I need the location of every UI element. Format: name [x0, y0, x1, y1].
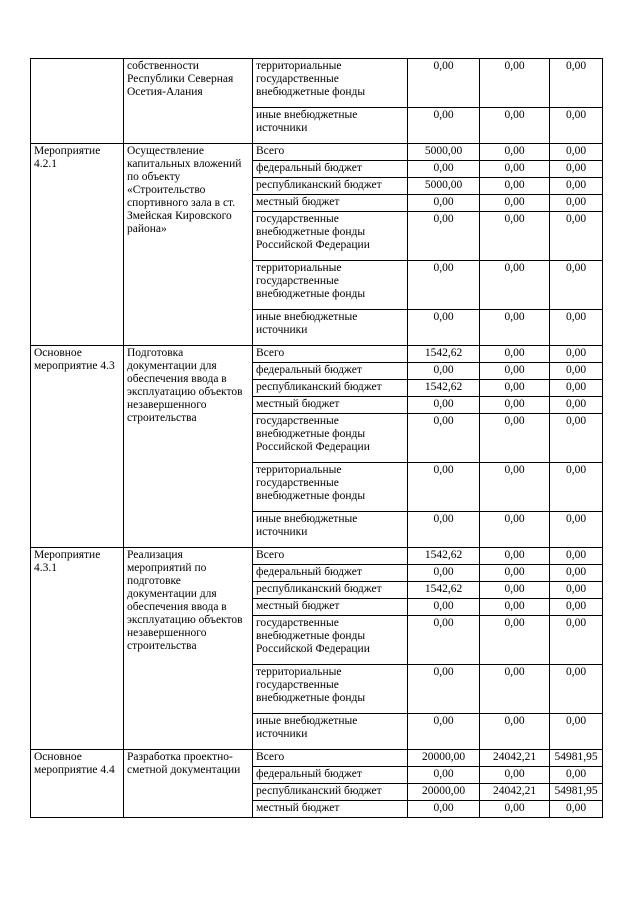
funding-source-cell: федеральный бюджет	[253, 161, 408, 178]
funding-source-cell: иные внебюджетные источники	[253, 714, 408, 750]
funding-source-cell: государственные внебюджетные фонды Российской Федерации	[253, 414, 408, 463]
funding-source-cell: республиканский бюджет	[253, 784, 408, 801]
value-cell-2: 0,00	[480, 212, 550, 261]
measure-code-cell	[31, 59, 124, 144]
value-cell-1: 0,00	[408, 363, 480, 380]
value-cell-1: 0,00	[408, 767, 480, 784]
value-cell-3: 0,00	[550, 665, 603, 714]
value-cell-2: 0,00	[480, 397, 550, 414]
value-cell-3: 0,00	[550, 261, 603, 310]
value-cell-3: 0,00	[550, 582, 603, 599]
value-cell-3: 0,00	[550, 565, 603, 582]
value-cell-1: 0,00	[408, 801, 480, 818]
measure-name-cell: Подготовка документации для обеспечения ввода в эксплуатацию объектов незавершенного строительства	[124, 346, 253, 548]
value-cell-2: 0,00	[480, 363, 550, 380]
funding-source-cell: Всего	[253, 346, 408, 363]
value-cell-2: 0,00	[480, 195, 550, 212]
funding-source-cell: иные внебюджетные источники	[253, 512, 408, 548]
funding-table-body	[31, 59, 603, 818]
value-cell-1: 0,00	[408, 310, 480, 346]
value-cell-1: 5000,00	[408, 144, 480, 161]
value-cell-2: 0,00	[480, 144, 550, 161]
value-cell-3: 0,00	[550, 59, 603, 108]
value-cell-2: 0,00	[480, 108, 550, 144]
value-cell-1: 0,00	[408, 108, 480, 144]
funding-source-cell: территориальные государственные внебюджетные фонды	[253, 261, 408, 310]
value-cell-2: 24042,21	[480, 784, 550, 801]
value-cell-1: 1542,62	[408, 548, 480, 565]
measure-code-cell: Основное мероприятие 4.4	[31, 750, 124, 818]
value-cell-1: 0,00	[408, 665, 480, 714]
value-cell-2: 24042,21	[480, 750, 550, 767]
value-cell-1: 1542,62	[408, 380, 480, 397]
value-cell-3: 0,00	[550, 512, 603, 548]
funding-source-cell: иные внебюджетные источники	[253, 310, 408, 346]
value-cell-3: 0,00	[550, 801, 603, 818]
value-cell-3: 0,00	[550, 380, 603, 397]
value-cell-2: 0,00	[480, 261, 550, 310]
value-cell-3: 0,00	[550, 212, 603, 261]
value-cell-2: 0,00	[480, 665, 550, 714]
funding-source-cell: федеральный бюджет	[253, 565, 408, 582]
value-cell-3: 0,00	[550, 310, 603, 346]
funding-source-cell: местный бюджет	[253, 599, 408, 616]
value-cell-1: 0,00	[408, 59, 480, 108]
funding-source-cell: Всего	[253, 144, 408, 161]
value-cell-3: 0,00	[550, 714, 603, 750]
value-cell-2: 0,00	[480, 582, 550, 599]
funding-source-cell: местный бюджет	[253, 397, 408, 414]
funding-source-cell: Всего	[253, 750, 408, 767]
measure-code-cell: Основное мероприятие 4.3	[31, 346, 124, 548]
value-cell-1: 0,00	[408, 599, 480, 616]
value-cell-3: 54981,95	[550, 784, 603, 801]
value-cell-3: 0,00	[550, 178, 603, 195]
funding-source-cell: республиканский бюджет	[253, 178, 408, 195]
value-cell-3: 0,00	[550, 397, 603, 414]
value-cell-3: 0,00	[550, 767, 603, 784]
value-cell-1: 0,00	[408, 616, 480, 665]
measure-code-cell: Мероприятие 4.3.1	[31, 548, 124, 750]
value-cell-2: 0,00	[480, 599, 550, 616]
value-cell-3: 54981,95	[550, 750, 603, 767]
measure-name-cell: Реализация мероприятий по подготовке документации для обеспечения ввода в эксплуатацию объектов незавершенного строительства	[124, 548, 253, 750]
funding-source-cell: республиканский бюджет	[253, 582, 408, 599]
funding-source-cell: государственные внебюджетные фонды Российской Федерации	[253, 212, 408, 261]
value-cell-1: 0,00	[408, 261, 480, 310]
value-cell-1: 20000,00	[408, 784, 480, 801]
value-cell-2: 0,00	[480, 714, 550, 750]
funding-source-cell: местный бюджет	[253, 195, 408, 212]
funding-source-cell: территориальные государственные внебюджетные фонды	[253, 665, 408, 714]
table-row	[31, 59, 603, 108]
value-cell-1: 0,00	[408, 195, 480, 212]
value-cell-3: 0,00	[550, 346, 603, 363]
value-cell-2: 0,00	[480, 616, 550, 665]
value-cell-1: 0,00	[408, 463, 480, 512]
table-row	[31, 750, 603, 767]
table-row	[31, 346, 603, 363]
value-cell-2: 0,00	[480, 767, 550, 784]
value-cell-2: 0,00	[480, 801, 550, 818]
value-cell-2: 0,00	[480, 178, 550, 195]
value-cell-3: 0,00	[550, 161, 603, 178]
measure-name-cell: Разработка проектно-сметной документации	[124, 750, 253, 818]
value-cell-1: 0,00	[408, 397, 480, 414]
value-cell-3: 0,00	[550, 414, 603, 463]
value-cell-3: 0,00	[550, 144, 603, 161]
measure-name-cell: собственности Республики Северная Осетия-Алания	[124, 59, 253, 144]
funding-source-cell: иные внебюджетные источники	[253, 108, 408, 144]
value-cell-1: 0,00	[408, 161, 480, 178]
value-cell-2: 0,00	[480, 512, 550, 548]
value-cell-1: 5000,00	[408, 178, 480, 195]
table-row	[31, 144, 603, 161]
value-cell-3: 0,00	[550, 363, 603, 380]
value-cell-3: 0,00	[550, 548, 603, 565]
funding-source-cell: территориальные государственные внебюджетные фонды	[253, 59, 408, 108]
funding-source-cell: местный бюджет	[253, 801, 408, 818]
funding-source-cell: Всего	[253, 548, 408, 565]
funding-source-cell: республиканский бюджет	[253, 380, 408, 397]
funding-source-cell: территориальные государственные внебюджетные фонды	[253, 463, 408, 512]
value-cell-1: 1542,62	[408, 346, 480, 363]
funding-source-cell: федеральный бюджет	[253, 767, 408, 784]
value-cell-1: 0,00	[408, 512, 480, 548]
value-cell-1: 0,00	[408, 212, 480, 261]
value-cell-2: 0,00	[480, 346, 550, 363]
value-cell-1: 20000,00	[408, 750, 480, 767]
value-cell-2: 0,00	[480, 380, 550, 397]
table-row	[31, 548, 603, 565]
value-cell-3: 0,00	[550, 599, 603, 616]
value-cell-1: 1542,62	[408, 582, 480, 599]
value-cell-1: 0,00	[408, 565, 480, 582]
value-cell-3: 0,00	[550, 195, 603, 212]
value-cell-2: 0,00	[480, 565, 550, 582]
value-cell-2: 0,00	[480, 463, 550, 512]
value-cell-3: 0,00	[550, 616, 603, 665]
value-cell-3: 0,00	[550, 108, 603, 144]
value-cell-3: 0,00	[550, 463, 603, 512]
value-cell-2: 0,00	[480, 59, 550, 108]
measure-code-cell: Мероприятие 4.2.1	[31, 144, 124, 346]
value-cell-2: 0,00	[480, 548, 550, 565]
value-cell-2: 0,00	[480, 161, 550, 178]
value-cell-1: 0,00	[408, 414, 480, 463]
value-cell-2: 0,00	[480, 310, 550, 346]
value-cell-1: 0,00	[408, 714, 480, 750]
funding-table	[30, 58, 603, 818]
funding-source-cell: государственные внебюджетные фонды Российской Федерации	[253, 616, 408, 665]
funding-source-cell: федеральный бюджет	[253, 363, 408, 380]
value-cell-2: 0,00	[480, 414, 550, 463]
measure-name-cell: Осуществление капитальных вложений по объекту «Строительство спортивного зала в ст. Змейская Кировского района»	[124, 144, 253, 346]
